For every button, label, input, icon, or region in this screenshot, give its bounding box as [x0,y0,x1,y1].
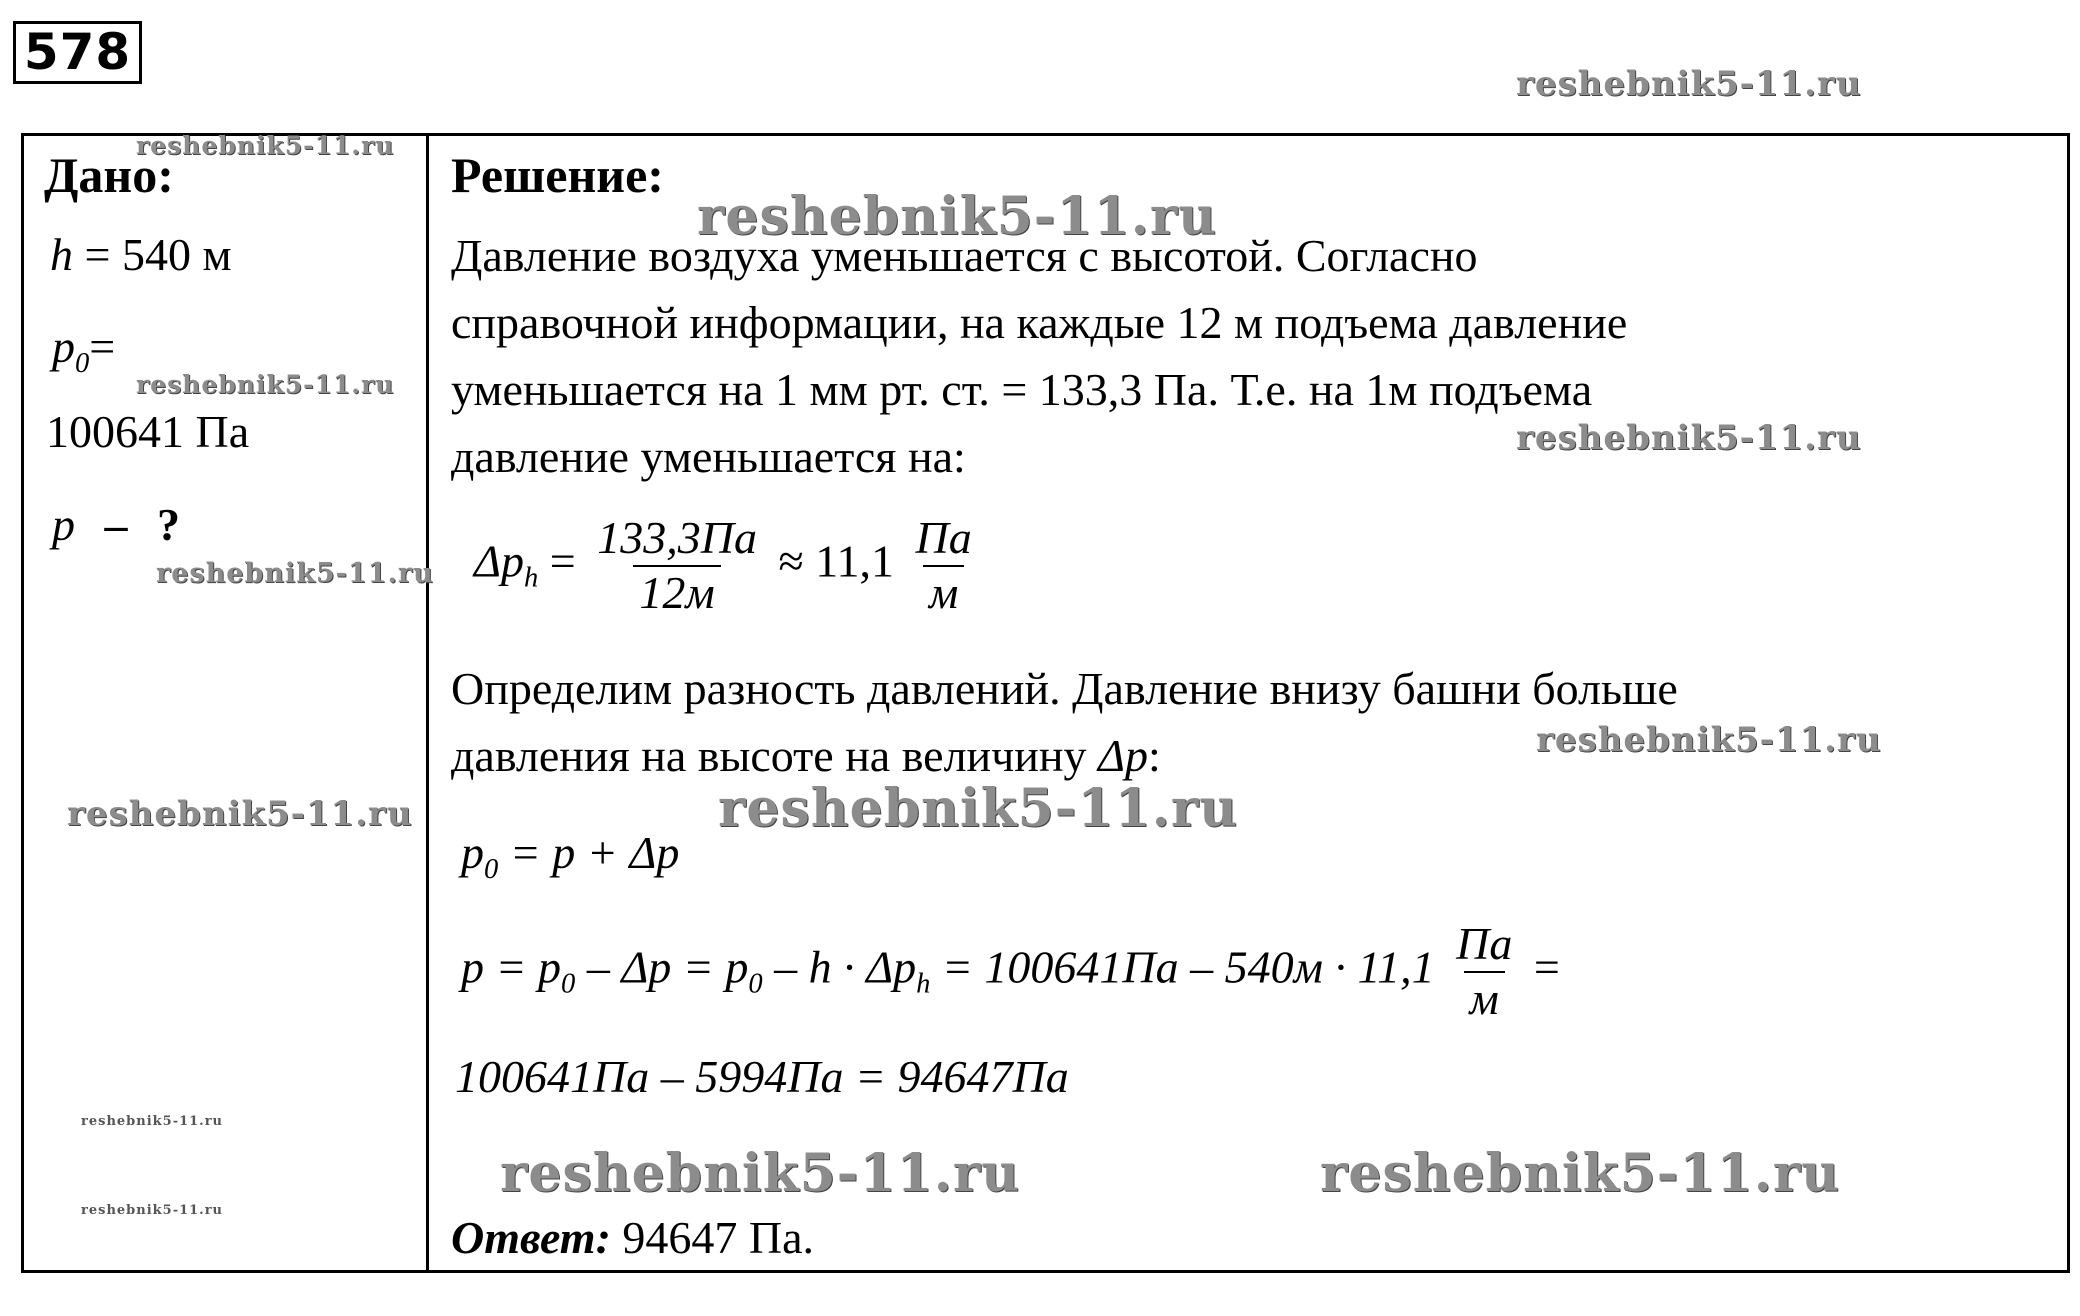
watermark: reshebnik5-11.ru [1516,418,1862,458]
para2-symbol: Δp [1098,730,1149,781]
eq1-fraction [591,512,763,620]
watermark: reshebnik5-11.ru [67,794,413,834]
solution-heading: Решение: [451,147,664,203]
eq3-b: – Δp = p [586,941,749,993]
watermark: reshebnik5-11.ru [156,558,434,589]
p0-subscript: 0 [75,347,90,379]
eq1-equals: = [549,535,576,587]
p-question: ? [157,499,180,550]
eq3-unit-den: м [1464,971,1505,1026]
para2-line-1: Определим разность давлений. Давление внизу башни больше [451,663,1678,714]
eq3-c-sub: h [916,968,931,1000]
equation-p0 [461,826,680,885]
p-symbol: p [52,499,75,550]
answer [451,1211,814,1264]
answer-label: Ответ: [451,1212,611,1263]
given-p0 [52,320,116,379]
eq1-unit-den: м [923,565,964,620]
para2-text: давления на высоте на величину [451,730,1087,781]
watermark: reshebnik5-11.ru [718,778,1239,839]
eq1-denominator: 12м [633,565,720,620]
p0-equals: = [89,321,116,372]
given-heading: Дано: [44,147,174,203]
eq1-unit-fraction [910,512,978,620]
watermark: reshebnik5-11.ru [500,1143,1021,1204]
eq3-a-sub: 0 [561,968,576,1000]
watermark: reshebnik5-11.ru [81,1114,224,1129]
eq1-approx: ≈ 11,1 [778,535,894,587]
p-dash: – [104,499,128,550]
eq3-unit-num: Па [1456,918,1513,969]
eq1-unit-num: Па [915,512,972,563]
eq1-numerator: 133,3Па [597,512,757,563]
para1-line-4: давление уменьшается на: [451,431,966,482]
h-symbol: h [50,229,73,280]
equation-result: 100641Па – 5994Па = 94647Па [455,1051,1069,1102]
watermark: reshebnik5-11.ru [1320,1143,1841,1204]
eq1-lhs: Δp [474,535,524,587]
para2-colon: : [1148,730,1161,781]
watermark: reshebnik5-11.ru [697,186,1218,247]
given-h [50,228,232,281]
eq2-p0-sub: 0 [484,853,499,885]
para1-line-1: Давление воздуха уменьшается с высотой. Согласно [451,230,1478,281]
para2-line-2 [451,729,1161,782]
column-divider [426,133,429,1273]
answer-value: 94647 Па. [622,1212,815,1263]
equation-pressure-gradient [474,512,982,620]
h-value: = 540 м [84,229,232,280]
eq3-d: = 100641Па – 540м · 11,1 [941,941,1435,993]
watermark: reshebnik5-11.ru [136,131,395,160]
eq3-b-sub: 0 [748,968,763,1000]
eq1-lhs-sub: h [524,562,539,594]
para1-line-2: справочной информации, на каждые 12 м подъема давление [451,297,1628,348]
eq2-rest: = p + Δp [509,827,680,878]
equation-p [461,918,1560,1026]
p0-symbol: p [52,321,75,372]
watermark: reshebnik5-11.ru [1516,64,1862,104]
eq3-equals: = [1533,941,1560,993]
eq3-c: – h · Δp [774,941,917,993]
problem-number: 578 [13,21,142,84]
p0-value: 100641 Па [46,406,250,457]
watermark: reshebnik5-11.ru [1536,720,1882,760]
eq2-p0: p [461,827,484,878]
watermark: reshebnik5-11.ru [81,1203,224,1218]
para1-line-3: уменьшается на 1 мм рт. ст. = 133,3 Па. Т.е. на 1м подъема [451,364,1593,415]
given-p-unknown [52,498,180,551]
eq3-unit-fraction [1450,918,1518,1026]
eq3-a: p = p [461,941,562,993]
watermark: reshebnik5-11.ru [136,370,395,399]
